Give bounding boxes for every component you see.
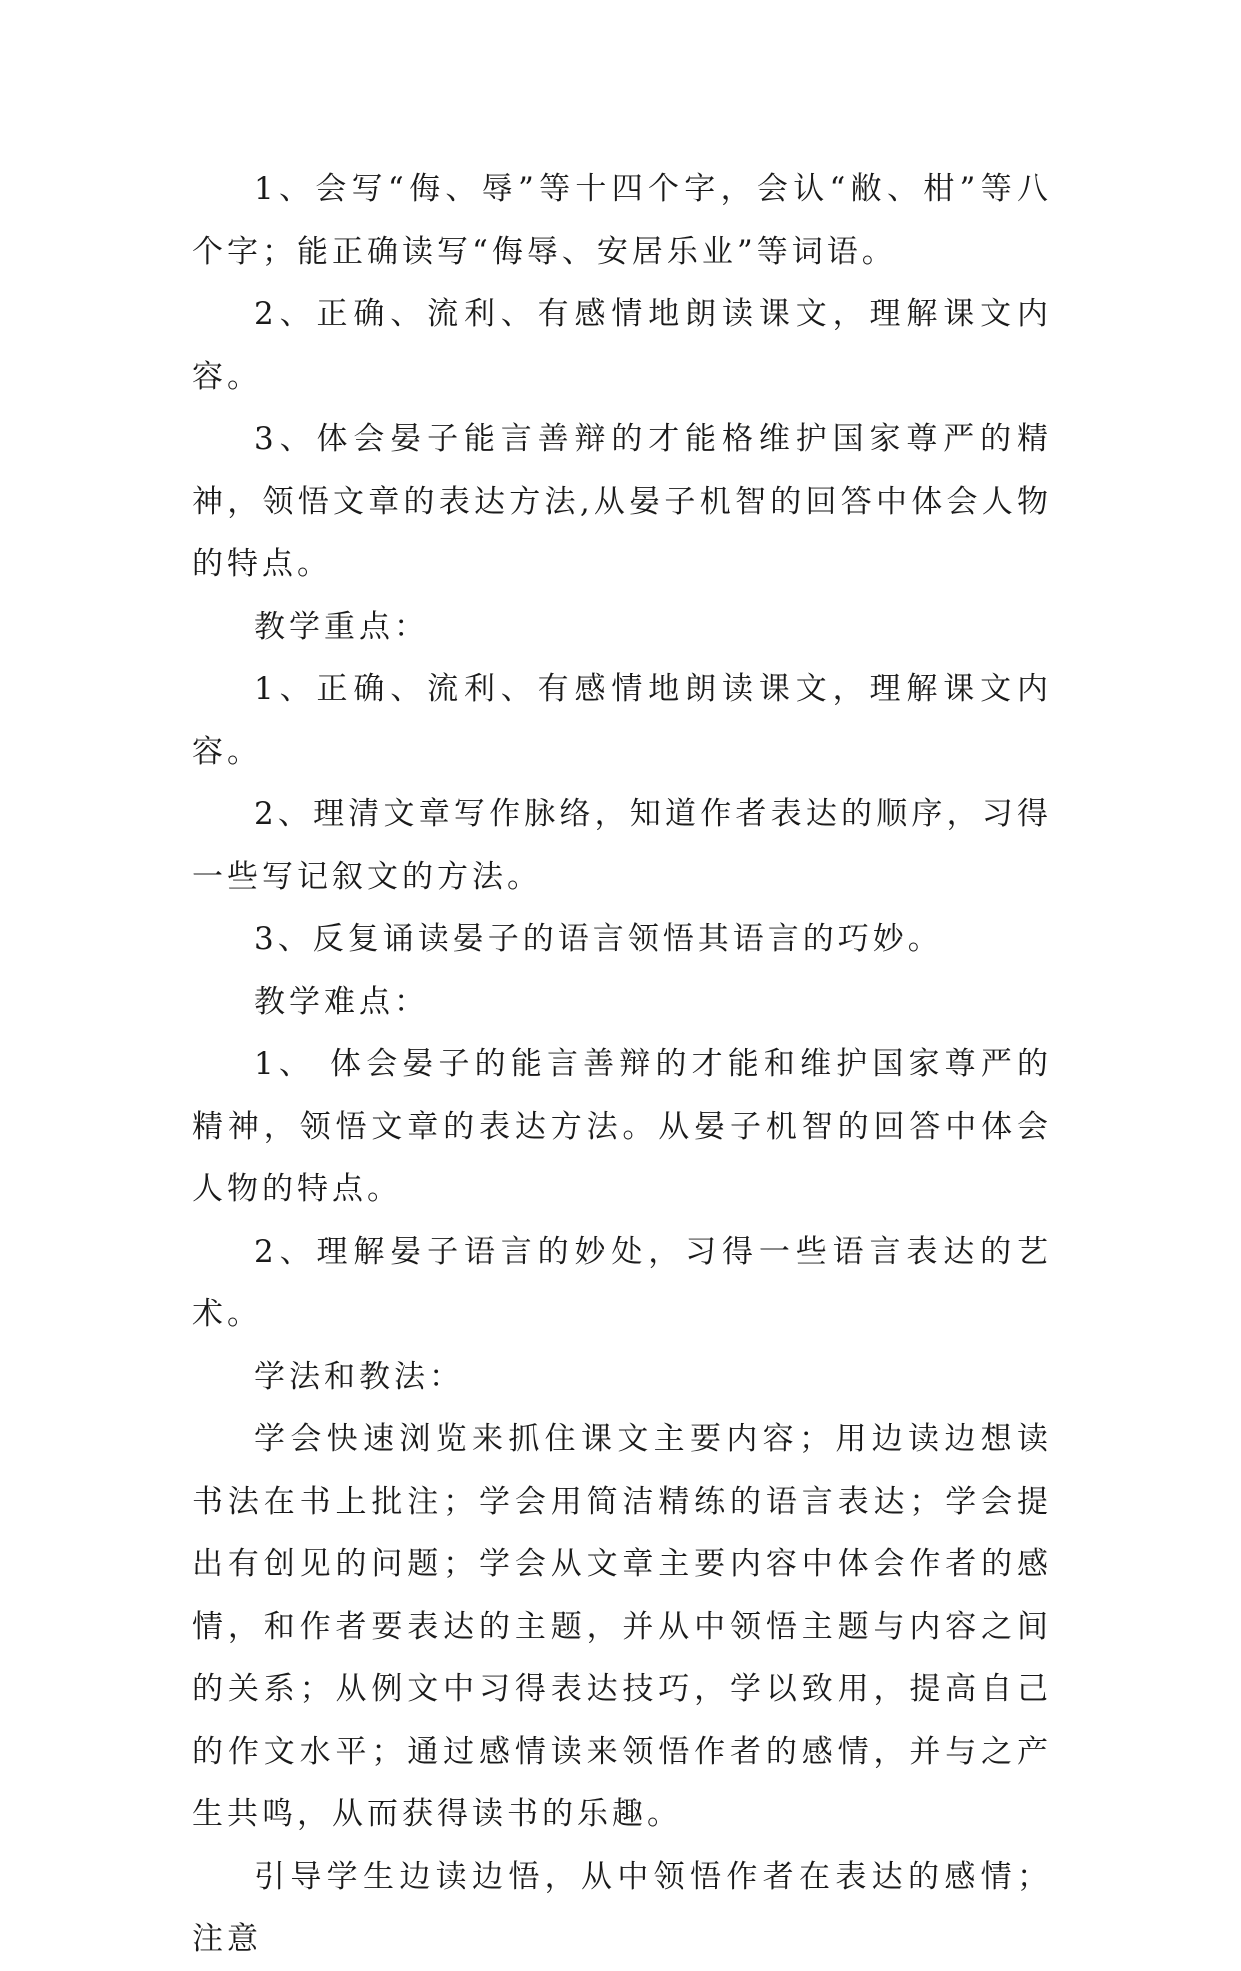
paragraph-objective-2: 2、正确、流利、有感情地朗读课文，理解课文内容。	[192, 296, 1052, 395]
paragraph-difficult-point-2: 2、理解晏子语言的妙处，习得一些语言表达的艺术。	[192, 1233, 1052, 1332]
paragraph-key-point-1: 1、正确、流利、有感情地朗读课文，理解课文内容。	[192, 671, 1052, 770]
paragraph-learning-methods: 学会快速浏览来抓住课文主要内容；用边读边想读书法在书上批注；学会用简洁精练的语言表达；学会提出有创见的问题；学会从文章主要内容中体会作者的感情，和作者要表达的主题，并从中领悟主题与内容之间的关系；从例文中习得表达技巧，学以致用，提高自己的作文水平；通过感情读来领悟作者的感情，并与之产生共鸣，从而获得读书的乐趣。	[192, 1421, 1052, 1832]
heading-difficult-points: 教学难点：	[254, 983, 429, 1020]
paragraph-key-point-2: 2、理清文章写作脉络，知道作者表达的顺序，习得一些写记叙文的方法。	[192, 796, 1052, 895]
heading-key-points: 教学重点：	[254, 608, 429, 645]
paragraph-difficult-point-1: 1、 体会晏子的能言善辩的才能和维护国家尊严的精神，领悟文章的表达方法。从晏子机智的回答中体会人物的特点。	[192, 1046, 1052, 1207]
heading-methods: 学法和教法：	[254, 1358, 464, 1395]
document-body	[192, 158, 1052, 1971]
paragraph-key-point-3: 3、反复诵读晏子的语言领悟其语言的巧妙。	[254, 921, 943, 957]
paragraph-objective-1: 1、会写“侮、辱”等十四个字，会认“敝、柑”等八个字；能正确读写“侮辱、安居乐业”等词语。	[192, 171, 1052, 270]
paragraph-teaching-methods: 引导学生边读边悟，从中领悟作者在表达的感情；注意	[192, 1858, 1052, 1957]
paragraph-objective-3: 3、体会晏子能言善辩的才能格维护国家尊严的精神，领悟文章的表达方法,从晏子机智的回答中体会人物的特点。	[192, 421, 1052, 582]
